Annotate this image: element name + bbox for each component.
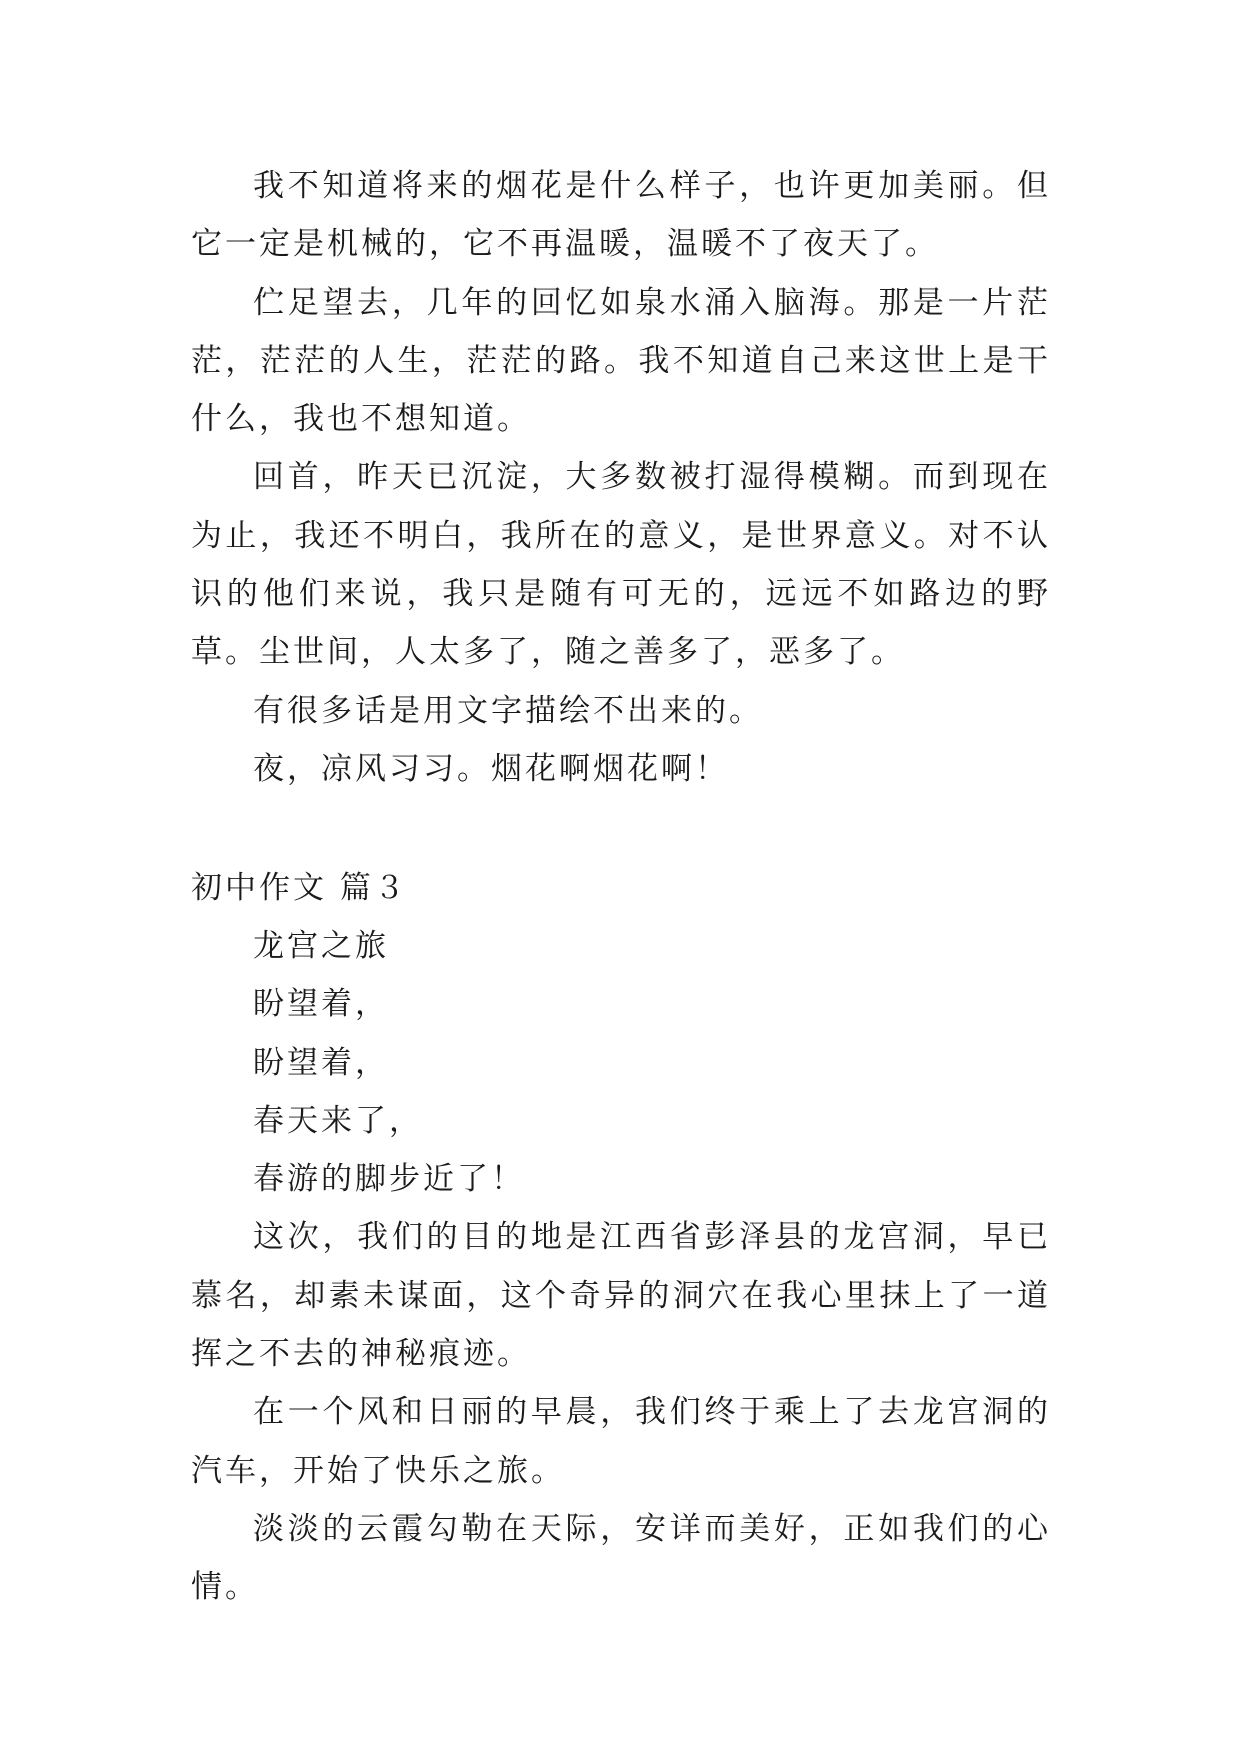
paragraph: 淡淡的云霞勾勒在天际，安详而美好，正如我们的心情。 bbox=[191, 1510, 1051, 1606]
paragraph: 我不知道将来的烟花是什么样子，也许更加美丽。但它一定是机械的，它不再温暖，温暖不了夜天了。 bbox=[191, 168, 1051, 263]
section-heading: 初中作文 篇３ bbox=[191, 870, 408, 906]
essay-title: 龙宫之旅 bbox=[253, 928, 389, 964]
poem-line: 盼望着， bbox=[253, 986, 389, 1023]
paragraph: 在一个风和日丽的早晨，我们终于乘上了去龙宫洞的汽车，开始了快乐之旅。 bbox=[191, 1394, 1051, 1489]
paragraph: 伫足望去，几年的回忆如泉水涌入脑海。那是一片茫茫，茫茫的人生，茫茫的路。我不知道自己来这世上是干什么，我也不想知道。 bbox=[191, 284, 1051, 438]
section-two-body bbox=[191, 917, 1051, 1617]
paragraph: 夜，凉风习习。烟花啊烟花啊！ bbox=[253, 750, 729, 787]
poem-line: 春游的脚步近了！ bbox=[253, 1161, 525, 1198]
paragraph: 这次，我们的目的地是江西省彭泽县的龙宫洞，早已慕名，却素未谋面，这个奇异的洞穴在我心里抹上了一道挥之不去的神秘痕迹。 bbox=[191, 1219, 1051, 1373]
section-one-body bbox=[191, 157, 1051, 798]
paragraph: 回首，昨天已沉淀，大多数被打湿得模糊。而到现在为止，我还不明白，我所在的意义，是世界意义。对不认识的他们来说，我只是随有可无的，远远不如路边的野草。尘世间，人太多了，随之善多了，恶多了。 bbox=[191, 459, 1051, 671]
paragraph: 有很多话是用文字描绘不出来的。 bbox=[253, 692, 763, 729]
poem-line: 春天来了， bbox=[253, 1102, 423, 1139]
poem-line: 盼望着， bbox=[253, 1044, 389, 1081]
